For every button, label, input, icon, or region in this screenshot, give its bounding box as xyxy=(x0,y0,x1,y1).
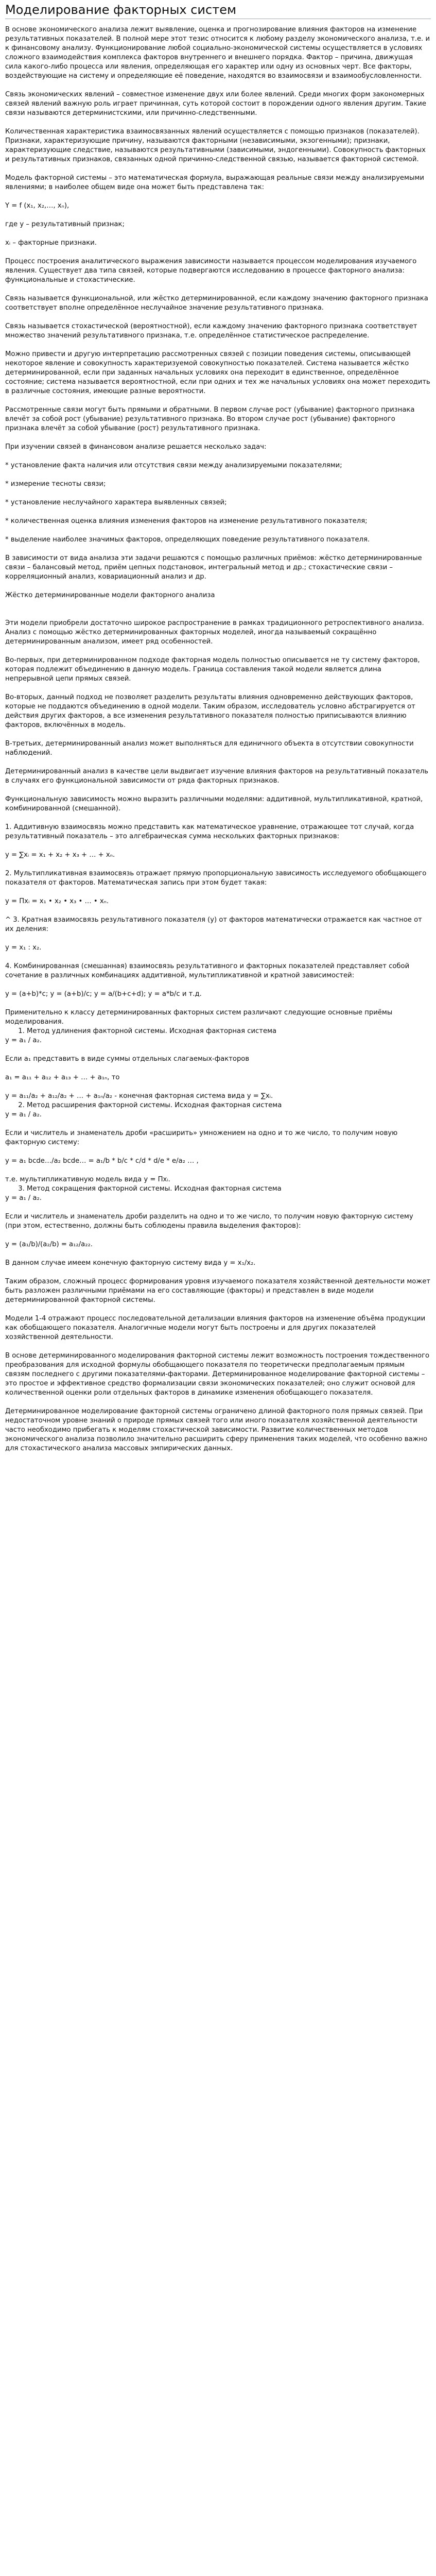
article-body xyxy=(5,25,431,1453)
page-title: Моделирование факторных систем xyxy=(5,3,237,17)
paragraph: y = (a+b)*c; y = (a+b)/c; y = a/(b+c+d); y = a*b/c и т.д. xyxy=(5,990,202,998)
paragraph: где y – результативный признак; xyxy=(5,221,125,228)
paragraph: Связь называется стохастической (вероятностной), если каждому значению факторного признака соответствует множество значений результативного признака, т.е. определённое статистическое распределение. xyxy=(5,323,417,340)
paragraph: Модели 1-4 отражают процесс последовательной детализации влияния факторов на изменение объёма продукции как обобщающего показателя. Аналогичные модели могут быть построены и для других показателей хозяйственной деятельности. xyxy=(5,1315,426,1341)
paragraph: Если и числитель и знаменатель дроби «расширить» умножением на одно и то же число, то получим новую факторную систему: xyxy=(5,1129,398,1146)
paragraph: * выделение наиболее значимых факторов, определяющих поведение результативного показателя. xyxy=(5,536,370,544)
paragraph: y = a₁₁/a₂ + a₁₂/a₂ + … + a₁ₙ/a₂ - конечная факторная система вида y = ∑xᵢ. xyxy=(5,1092,273,1100)
method-list xyxy=(5,1101,431,1110)
paragraph: Детерминированное моделирование факторной системы ограничено длиной факторного поля прямых связей. При недостаточном уровне знаний о природе прямых связей того или иного показателя хозяйственной деятельности часто необходимо прибегать к моделям стохастической зависимости. Развитие количественных методов экономического анализа позволило значительно расширить сферу применения таких моделей, что особенно важно для стохастического анализа массовых эмпирических данных. xyxy=(5,1408,428,1452)
paragraph: Связь экономических явлений – совместное изменение двух или более явлений. Среди многих форм закономерных связей явлений важную роль играет причинная, суть которой состоит в порождении одного явления другим. Такие связи называются детерминистскими, или причинно-следственными. xyxy=(5,91,426,117)
paragraph: y = a₁ / a₂. xyxy=(5,1111,42,1118)
paragraph: xᵢ – факторные признаки. xyxy=(5,239,97,247)
paragraph: В данном случае имеем конечную факторную систему вида y = x₁/x₂. xyxy=(5,1259,256,1267)
method-list-item: 2. Метод расширения факторной системы. Исходная факторная система xyxy=(27,1101,431,1110)
paragraph: Во-вторых, данный подход не позволяет разделить результаты влияния одновременно действующих факторов, которые не поддаются объединению в одной модели. Таким образом, исследователь условно абстрагируется от действия других факторов, а все изменения результативного показателя полностью приписываются влиянию факторов, включённых в модель. xyxy=(5,693,415,729)
paragraph: Если a₁ представить в виде суммы отдельных слагаемых-факторов xyxy=(5,1055,250,1063)
paragraph: Рассмотренные связи могут быть прямыми и обратными. В первом случае рост (убывание) факторного признака влечёт за собой рост (убывание) результативного признака. Во втором случае рост (убывание) факторного признака влечёт за собой убывание (рост) результативного признака. xyxy=(5,406,415,432)
paragraph: y = a₁ / a₂. xyxy=(5,1037,42,1044)
paragraph: Таким образом, сложный процесс формирования уровня изучаемого показателя хозяйственной деятельности может быть разложен различными приёмами на его составляющие (факторы) и представлен в виде модели детерминированной факторной системы. xyxy=(5,1278,431,1304)
paragraph: y = Пxᵢ = x₁ • x₂ • x₃ • … • xₙ. xyxy=(5,897,109,905)
paragraph: т.е. мультипликативную модель вида y = Пxᵢ. xyxy=(5,1176,170,1183)
paragraph: y = ∑xᵢ = x₁ + x₂ + x₃ + … + xₙ. xyxy=(5,851,115,859)
paragraph: * количественная оценка влияния изменения факторов на изменение результативного показателя; xyxy=(5,517,368,525)
paragraph: В зависимости от вида анализа эти задачи решаются с помощью различных приёмов: жёстко детерминированные связи – балансовый метод, приём цепных подстановок, интегральный метод и др.; стохастические связи – корреляционный анализ, ковариационный анализ и др. xyxy=(5,554,422,581)
paragraph: 1. Аддитивную взаимосвязь можно представить как математическое уравнение, отражающее тот случай, когда результативный показатель – это алгебраическая сумма нескольких факторных признаков: xyxy=(5,823,414,840)
method-list-item: 3. Метод сокращения факторной системы. Исходная факторная система xyxy=(27,1184,431,1194)
paragraph: Детерминированный анализ в качестве цели выдвигает изучение влияния факторов на результативный показатель в случаях его функциональной зависимости от ряда факторных признаков. xyxy=(5,768,428,785)
paragraph: Жёстко детерминированные модели факторного анализа xyxy=(5,591,215,599)
paragraph: Количественная характеристика взаимосвязанных явлений осуществляется с помощью признаков (показателей). Признаки, характеризующие причину, называются факторными (независимыми, экзогенными); признаки, характеризующие следствие, называются результативными (зависимыми, эндогенными). Совокупность факторных и результативных признаков, связанных одной причинно-следственной связью, называется факторной системой. xyxy=(5,128,426,163)
paragraph: Связь называется функциональной, или жёстко детерминированной, если каждому значению факторного признака соответствует вполне определённое неслучайное значение результативного признака. xyxy=(5,295,428,312)
method-list xyxy=(5,1027,431,1036)
paragraph: Функциональную зависимость можно выразить различными моделями: аддитивной, мультипликативной, кратной, комбинированной (смешанной). xyxy=(5,795,423,812)
paragraph: Эти модели приобрели достаточно широкое распространение в рамках традиционного ретроспективного анализа. Анализ с помощью жёстко детерминированных факторных моделей, иногда называемый сокращённо детерминированным анализом, имеет ряд особенностей. xyxy=(5,619,424,646)
paragraph: * измерение тесноты связи; xyxy=(5,480,106,488)
paragraph: Модель факторной системы – это математическая формула, выражающая реальные связи между анализируемыми явлениями; в наиболее общем виде она может быть представлена так: xyxy=(5,174,424,191)
paragraph: Y = f (x₁, x₂,…, xₙ), xyxy=(5,202,69,210)
paragraph: При изучении связей в финансовом анализе решается несколько задач: xyxy=(5,443,267,451)
paragraph: y = a₁ bcde…/a₂ bcde… = a₁/b * b/c * c/d * d/e * e/a₂ … , xyxy=(5,1157,199,1165)
paragraph: 4. Комбинированная (смешанная) взаимосвязь результативного и факторных показателей представляет собой сочетание в различных комбинациях аддитивной, мультипликативной и кратной зависимостей: xyxy=(5,962,410,979)
paragraph: * установление неслучайного характера выявленных связей; xyxy=(5,499,227,506)
paragraph: В основе детерминированного моделирования факторной системы лежит возможность построения тождественного преобразования для исходной формулы обобщающего показателя по теоретически предполагаемым прямым связям последнего с другими показателями-факторами. Детерминированное моделирование факторной системы – это простое и эффективное средство формализации связи экономических показателей; оно служит основой для количественной оценки роли отдельных факторов в динамике изменения обобщающего показателя. xyxy=(5,1352,430,1397)
paragraph: Процесс построения аналитического выражения зависимости называется процессом моделирования изучаемого явления. Существует два типа связей, которые подвергаются исследованию в процессе факторного анализа: функциональные и стохастические. xyxy=(5,258,417,284)
paragraph: ^ 3. Кратная взаимосвязь результативного показателя (y) от факторов математически отражается как частное от их деления: xyxy=(5,916,422,933)
paragraph: y = a₁ / a₂. xyxy=(5,1194,42,1202)
paragraph: * установление факта наличия или отсутствия связи между анализируемыми показателями; xyxy=(5,462,342,469)
paragraph: Если и числитель и знаменатель дроби разделить на одно и то же число, то получим новую факторную систему (при этом, естественно, должны быть соблюдены правила выделения факторов): xyxy=(5,1213,413,1230)
method-list-item: 1. Метод удлинения факторной системы. Исходная факторная система xyxy=(27,1027,431,1036)
method-list xyxy=(5,1184,431,1194)
paragraph: 2. Мультипликативная взаимосвязь отражает прямую пропорциональную зависимость исследуемого обобщающего показателя от факторов. Математическая запись при этом будет такая: xyxy=(5,870,427,887)
paragraph: В-третьих, детерминированный анализ может выполняться для единичного объекта в отсутствии совокупности наблюдений. xyxy=(5,740,414,757)
paragraph: Можно привести и другую интерпретацию рассмотренных связей с позиции поведения системы, описывающей некоторое явление и совокупность характеризуемой совокупностью показателей. Система называется жёстко детерминированной, если при заданных начальных условиях она переходит в единственное, определённое состояние; система называется вероятностной, если при одних и тех же начальных условиях она может переходить в различные состояния, имеющие разные вероятности. xyxy=(5,350,430,395)
paragraph: В основе экономического анализа лежит выявление, оценка и прогнозирование влияния факторов на изменение результативных показателей. В полной мере этот тезис относится к любому разделу экономического анализа, т.е. и к финансовому анализу. Функционирование любой социально-экономической системы осуществляется в условиях сложного взаимодействия комплекса факторов внутреннего и внешнего порядка. Фактор – причина, движущая сила какого-либо процесса или явления, определяющая его характер или одну из основных черт. Все факторы, воздействующие на систему и определяющие её поведение, находятся во взаимосвязи и взаимообусловленности. xyxy=(5,26,430,80)
paragraph: y = x₁ : x₂. xyxy=(5,944,42,952)
paragraph: a₁ = a₁₁ + a₁₂ + a₁₃ + … + a₁ₙ, то xyxy=(5,1074,120,1081)
paragraph: Применительно к классу детерминированных факторных систем различают следующие основные приёмы моделирования. xyxy=(5,1009,393,1026)
paragraph: y = (a₁/b)/(a₂/b) = a₁₂/a₂₂. xyxy=(5,1241,93,1248)
paragraph: Во-первых, при детерминированном подходе факторная модель полностью описывается не ту систему факторов, которая подлежит объединению в данную модель. Граница составления такой модели является длина непрерывной цепи прямых связей. xyxy=(5,656,420,683)
